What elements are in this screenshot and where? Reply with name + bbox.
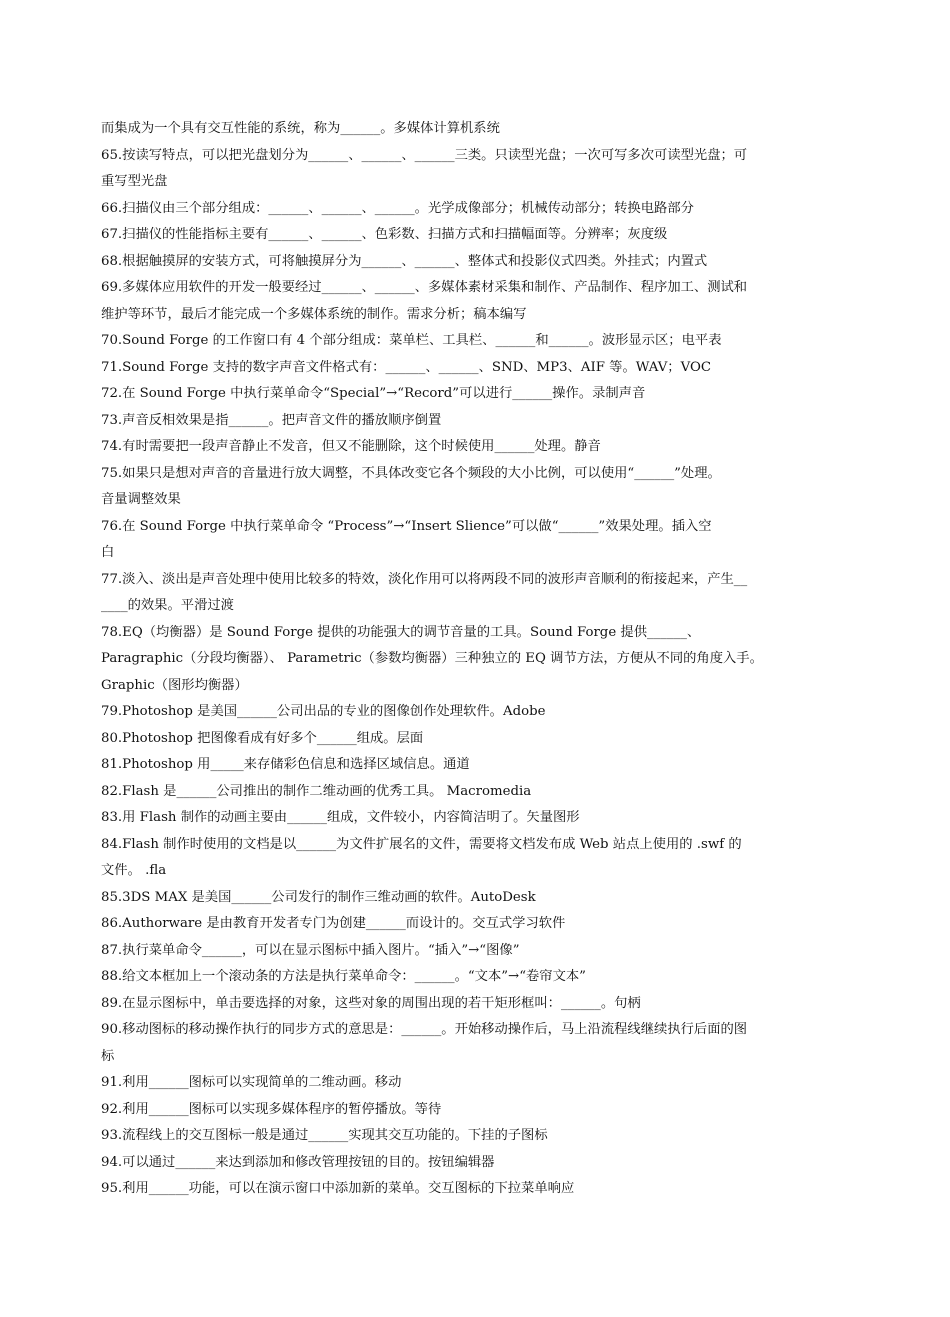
text-line: 87.执行菜单命令______，可以在显示图标中插入图片。“插入”→“图像” <box>101 942 520 958</box>
text-line: 94.可以通过______来达到添加和修改管理按钮的目的。按钮编辑器 <box>101 1154 495 1170</box>
text-line: 73.声音反相效果是指______。把声音文件的播放顺序倒置 <box>101 412 442 428</box>
text-line: 75.如果只是想对声音的音量进行放大调整，不具体改变它各个频段的大小比例，可以使用“______”处理。 <box>101 465 721 481</box>
text-line: 82.Flash 是______公司推出的制作二维动画的优秀工具。 Macromedia <box>101 783 532 799</box>
text-line: 89.在显示图标中，单击要选择的对象，这些对象的周围出现的若干矩形框叫：______。句柄 <box>101 995 641 1011</box>
text-line: 80.Photoshop 把图像看成有好多个______组成。层面 <box>101 730 424 746</box>
text-line: 81.Photoshop 用_____来存储彩色信息和选择区域信息。通道 <box>101 757 470 772</box>
text-line: 79.Photoshop 是美国______公司出品的专业的图像创作处理软件。Adobe <box>101 704 546 719</box>
text-line: Graphic（图形均衡器） <box>101 677 248 693</box>
text-line: 76.在 Sound Forge 中执行菜单命令 “Process”→“Insert Slience”可以做“______”效果处理。插入空 <box>101 518 712 534</box>
text-line: 白 <box>101 545 115 560</box>
text-line: 93.流程线上的交互图标一般是通过______实现其交互功能的。下挂的子图标 <box>101 1128 548 1143</box>
text-line: 88.给文本框加上一个滚动条的方法是执行菜单命令：______。“文本”→“卷帘文本” <box>101 969 586 984</box>
text-line: 文件。 .fla <box>101 863 167 878</box>
text-line: 77.淡入、淡出是声音处理中使用比较多的特效，淡化作用可以将两段不同的波形声音顺利的衔接起来，产生__ <box>101 571 748 587</box>
text-line: 68.根据触摸屏的安装方式，可将触摸屏分为______、______、整体式和投影仪式四类。外挂式；内置式 <box>101 253 708 269</box>
text-line: 90.移动图标的移动操作执行的同步方式的意思是：______。开始移动操作后，马上沿流程线继续执行后面的图 <box>101 1022 748 1037</box>
text-line: 72.在 Sound Forge 中执行菜单命令“Special”→“Record”可以进行______操作。录制声音 <box>101 386 646 401</box>
text-line: 83.用 Flash 制作的动画主要由______组成，文件较小，内容简洁明了。矢量图形 <box>101 810 580 825</box>
text-line: 而集成为一个具有交互性能的系统，称为______。多媒体计算机系统 <box>101 121 500 136</box>
text-line: 69.多媒体应用软件的开发一般要经过______、______、多媒体素材采集和制作、产品制作、程序加工、测试和 <box>101 280 748 295</box>
document-body <box>101 116 861 1203</box>
text-line: 重写型光盘 <box>101 174 168 189</box>
text-line: 86.Authorware 是由教育开发者专门为创建______而设计的。交互式学习软件 <box>101 916 566 931</box>
text-line: 74.有时需要把一段声音静止不发音，但又不能删除，这个时候使用______处理。静音 <box>101 439 601 454</box>
text-line: 92.利用______图标可以实现多媒体程序的暂停播放。等待 <box>101 1101 442 1117</box>
text-line: 67.扫描仪的性能指标主要有______、______、色彩数、扫描方式和扫描幅面等。分辨率；灰度级 <box>101 227 668 242</box>
text-line: 71.Sound Forge 支持的数字声音文件格式有：______、______、SND、MP3、AIF 等。WAV；VOC <box>101 359 712 375</box>
text-line: 78.EQ（均衡器）是 Sound Forge 提供的功能强大的调节音量的工具。Sound Forge 提供______、 <box>101 624 701 640</box>
text-line: 70.Sound Forge 的工作窗口有 4 个部分组成：菜单栏、工具栏、______和______。波形显示区；电平表 <box>101 333 722 348</box>
text-line: 91.利用______图标可以实现简单的二维动画。移动 <box>101 1075 402 1090</box>
text-line: 84.Flash 制作时使用的文档是以______为文件扩展名的文件，需要将文档发布成 Web 站点上使用的 .swf 的 <box>101 836 742 852</box>
text-line: 66.扫描仪由三个部分组成：______、______、______。光学成像部分；机械传动部分；转换电路部分 <box>101 200 694 216</box>
text-line: 标 <box>101 1048 115 1064</box>
text-line: 95.利用______功能，可以在演示窗口中添加新的菜单。交互图标的下拉菜单响应 <box>101 1181 575 1196</box>
text-line: Paragraphic（分段均衡器）、 Parametric（参数均衡器）三种独立的 EQ 调节方法，方便从不同的角度入手。 <box>101 651 763 666</box>
text-line: 85.3DS MAX 是美国______公司发行的制作三维动画的软件。AutoDesk <box>101 889 536 905</box>
text-line: ____的效果。平滑过渡 <box>101 598 234 613</box>
text-line: 维护等环节，最后才能完成一个多媒体系统的制作。需求分析；稿本编写 <box>101 306 527 322</box>
text-line: 音量调整效果 <box>101 492 181 507</box>
text-line: 65.按读写特点，可以把光盘划分为______、______、______三类。只读型光盘；一次可写多次可读型光盘；可 <box>101 147 748 163</box>
